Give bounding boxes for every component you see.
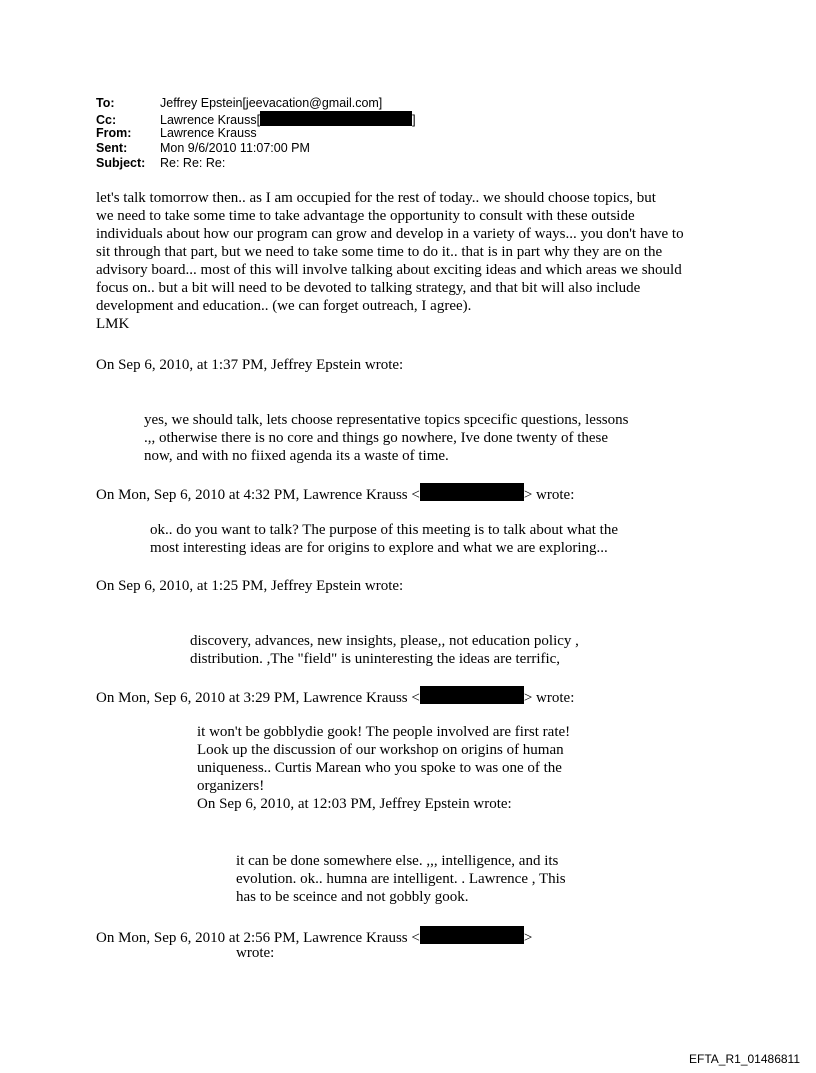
redaction-box [420, 686, 524, 704]
quote-line: distribution. ,The "field" is uninteresting the ideas are terrific, [190, 651, 561, 667]
quote-attribution: On Sep 6, 2010, at 1:37 PM, Jeffrey Epstein wrote: [96, 357, 404, 373]
quote-line: discovery, advances, new insights, please,, not education policy , [190, 633, 579, 649]
from-row [96, 126, 416, 141]
sent-label: Sent: [96, 141, 128, 155]
redaction-box [420, 483, 524, 501]
subject-row [96, 156, 416, 171]
attribution-prefix: On Mon, Sep 6, 2010 at 4:32 PM, Lawrence Krauss < [96, 487, 420, 503]
email-header [96, 96, 416, 171]
body-line: development and education.. (we can forget outreach, I agree). [96, 298, 472, 314]
redaction-box [420, 926, 524, 944]
redaction-box [260, 111, 412, 126]
body-line: LMK [96, 316, 130, 332]
cc-row [96, 111, 416, 126]
attribution-suffix: > wrote: [523, 690, 575, 706]
quoted-message [150, 521, 618, 557]
body-line: we need to take some time to take advantage the opportunity to consult with these outside [96, 208, 635, 224]
body-line: let's talk tomorrow then.. as I am occupied for the rest of today.. we should choose topics, but [96, 190, 656, 206]
quote-attribution: On Sep 6, 2010, at 1:25 PM, Jeffrey Epstein wrote: [96, 578, 404, 594]
attribution-suffix: > wrote: [523, 487, 575, 503]
to-row [96, 96, 416, 111]
from-label: From: [96, 126, 132, 140]
body-line: sit through that part, but we need to take some time to do it.. that is in part why they are on the [96, 244, 663, 260]
quote-attribution [96, 483, 574, 504]
quote-line: evolution. ok.. humna are intelligent. . Lawrence , This [236, 871, 566, 887]
to-value: Jeffrey Epstein[jeevacation@gmail.com] [160, 96, 383, 110]
quote-line: yes, we should talk, lets choose representative topics spcecific questions, lessons [144, 412, 629, 428]
subject-label: Subject: [96, 156, 146, 170]
from-value: Lawrence Krauss [160, 126, 257, 140]
sent-row [96, 141, 416, 156]
quote-line: ok.. do you want to talk? The purpose of this meeting is to talk about what the [150, 522, 618, 538]
cc-value-prefix: Lawrence Krauss[ [160, 113, 261, 127]
quote-line: it won't be gobblydie gook! The people involved are first rate! [197, 724, 571, 740]
quote-line: On Sep 6, 2010, at 12:03 PM, Jeffrey Epstein wrote: [197, 796, 512, 812]
quote-line: has to be sceince and not gobbly gook. [236, 889, 469, 905]
cc-value-suffix: ] [412, 113, 416, 127]
quote-line: .,, otherwise there is no core and things go nowhere, Ive done twenty of these [144, 430, 609, 446]
document-id: EFTA_R1_01486811 [689, 1052, 800, 1066]
quoted-message [144, 411, 628, 465]
quote-line: organizers! [197, 778, 265, 794]
quote-line: uniqueness.. Curtis Marean who you spoke to was one of the [197, 760, 562, 776]
quoted-message [197, 723, 570, 813]
subject-value: Re: Re: Re: [160, 156, 226, 170]
attribution-wrote: wrote: [236, 945, 275, 961]
body-line: individuals about how our program can grow and develop in a variety of ways... you don't have to [96, 226, 684, 242]
quote-line: most interesting ideas are for origins to explore and what we are exploring... [150, 540, 608, 556]
cc-label: Cc: [96, 113, 117, 127]
quote-line: Look up the discussion of our workshop on origins of human [197, 742, 564, 758]
quote-line: now, and with no fiixed agenda its a waste of time. [144, 448, 449, 464]
attribution-suffix: > [523, 930, 533, 946]
attribution-prefix: On Mon, Sep 6, 2010 at 3:29 PM, Lawrence Krauss < [96, 690, 420, 706]
quoted-message [236, 852, 566, 906]
attribution-prefix: On Mon, Sep 6, 2010 at 2:56 PM, Lawrence Krauss < [96, 930, 420, 946]
sent-value: Mon 9/6/2010 11:07:00 PM [160, 141, 310, 155]
to-label: To: [96, 96, 115, 110]
quote-attribution [96, 926, 532, 947]
body-line: advisory board... most of this will involve talking about exciting ideas and which areas we should [96, 262, 682, 278]
quote-attribution [96, 686, 574, 707]
quoted-message [190, 632, 579, 668]
quote-line: it can be done somewhere else. ,,, intelligence, and its [236, 853, 559, 869]
message-body [96, 189, 684, 333]
body-line: focus on.. but a bit will need to be devoted to talking strategy, and that bit will also include [96, 280, 641, 296]
